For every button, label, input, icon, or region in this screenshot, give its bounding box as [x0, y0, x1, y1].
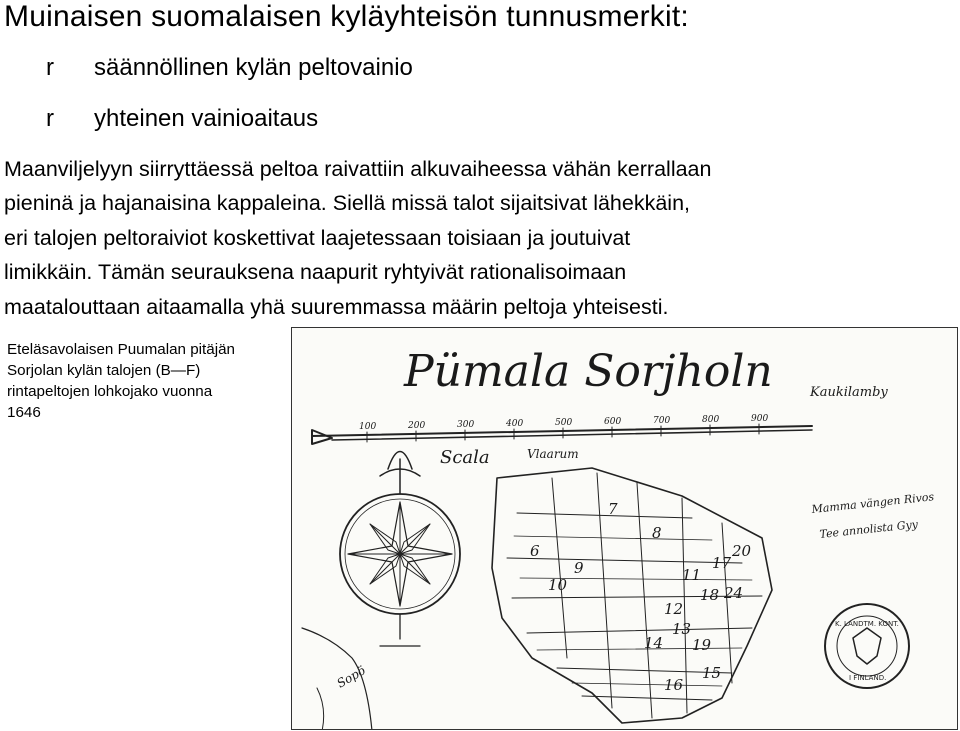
scale-tick-label: 900: [751, 414, 769, 424]
land-survey-stamp: [825, 604, 909, 688]
body-line: limikkäin. Tämän seurauksena naapurit ryhtyivät rationalisoimaan: [4, 260, 627, 285]
caption-line: Eteläsavolaisen Puumalan pitäjän: [7, 341, 235, 358]
bullet-marker: r: [46, 105, 54, 132]
parcel-number: 19: [692, 636, 712, 654]
scale-bar: [312, 414, 812, 468]
parcel-number: 15: [702, 664, 722, 682]
bullet-item: [46, 105, 318, 133]
scale-tick-label: 700: [653, 416, 671, 426]
map-drawing: [292, 328, 958, 730]
parcel-number: 11: [682, 566, 702, 584]
parcel-number: 13: [672, 620, 692, 638]
margin-note: Kaukilamby: [810, 385, 888, 400]
slide-title: Muinaisen suomalaisen kyläyhteisön tunnusmerkit:: [4, 0, 689, 33]
body-line: maatalouttaan aitaamalla yhä suuremmassa määrin peltoja yhteisesti.: [4, 294, 669, 319]
scale-tick-label: 200: [408, 421, 426, 431]
scale-tick-label: 300: [457, 420, 475, 430]
body-line: pieninä ja hajanaisina kappaleina. Siellä missä talot sijaitsivat lähekkäin,: [4, 191, 691, 216]
parcel-number: 9: [574, 559, 584, 577]
parcel-number: 10: [548, 576, 568, 594]
stamp-text: K. LANDTM. KONT.: [835, 620, 899, 628]
parcel-number: 6: [530, 542, 540, 560]
compass-rose-icon: [340, 452, 460, 647]
map-title: Pümala Sorjholn: [404, 346, 773, 397]
parcel-number: 7: [608, 500, 618, 518]
parcel-number: 16: [664, 676, 684, 694]
parcel-number: 24: [724, 584, 744, 602]
caption-line: Sorjolan kylän talojen (B—F): [7, 362, 201, 379]
bullet-text: säännöllinen kylän peltovainio: [94, 54, 413, 81]
scale-label: Scala: [440, 447, 490, 468]
parcel-number: 12: [664, 600, 684, 618]
stamp-text: I FINLAND.: [849, 674, 887, 682]
margin-note: Sopö: [334, 663, 368, 691]
historical-map-image: [291, 327, 958, 730]
parcel-number: 17: [712, 554, 732, 572]
scale-unit: Vlaarum: [527, 447, 579, 461]
bullet-text: yhteinen vainioaitaus: [94, 105, 319, 132]
parcel-number: 14: [644, 634, 664, 652]
body-line: eri talojen peltoraiviot koskettivat laajetessaan toisiaan ja joutuivat: [4, 225, 631, 250]
bullet-marker: r: [46, 54, 54, 81]
bullet-item: [46, 54, 413, 82]
scale-tick-label: 800: [702, 415, 720, 425]
scale-tick-label: 400: [506, 419, 524, 429]
caption-line: rintapeltojen lohkojako vuonna: [7, 383, 213, 400]
body-paragraph: [4, 152, 960, 324]
scale-tick-label: 100: [359, 422, 377, 432]
caption-line: 1646: [7, 404, 41, 421]
scale-tick-label: 500: [555, 418, 573, 428]
parcel-number: 8: [652, 524, 662, 542]
parcel-number: 18: [700, 586, 720, 604]
parcel-number: 20: [732, 542, 752, 560]
map-caption: [7, 339, 282, 423]
margin-note: Tee annolista Gyy: [818, 517, 919, 541]
scale-tick-label: 600: [604, 417, 622, 427]
margin-note: Mamma vängen Rivos: [810, 490, 935, 516]
body-line: Maanviljelyyn siirryttäessä peltoa raivattiin alkuvaiheessa vähän kerrallaan: [4, 157, 712, 181]
